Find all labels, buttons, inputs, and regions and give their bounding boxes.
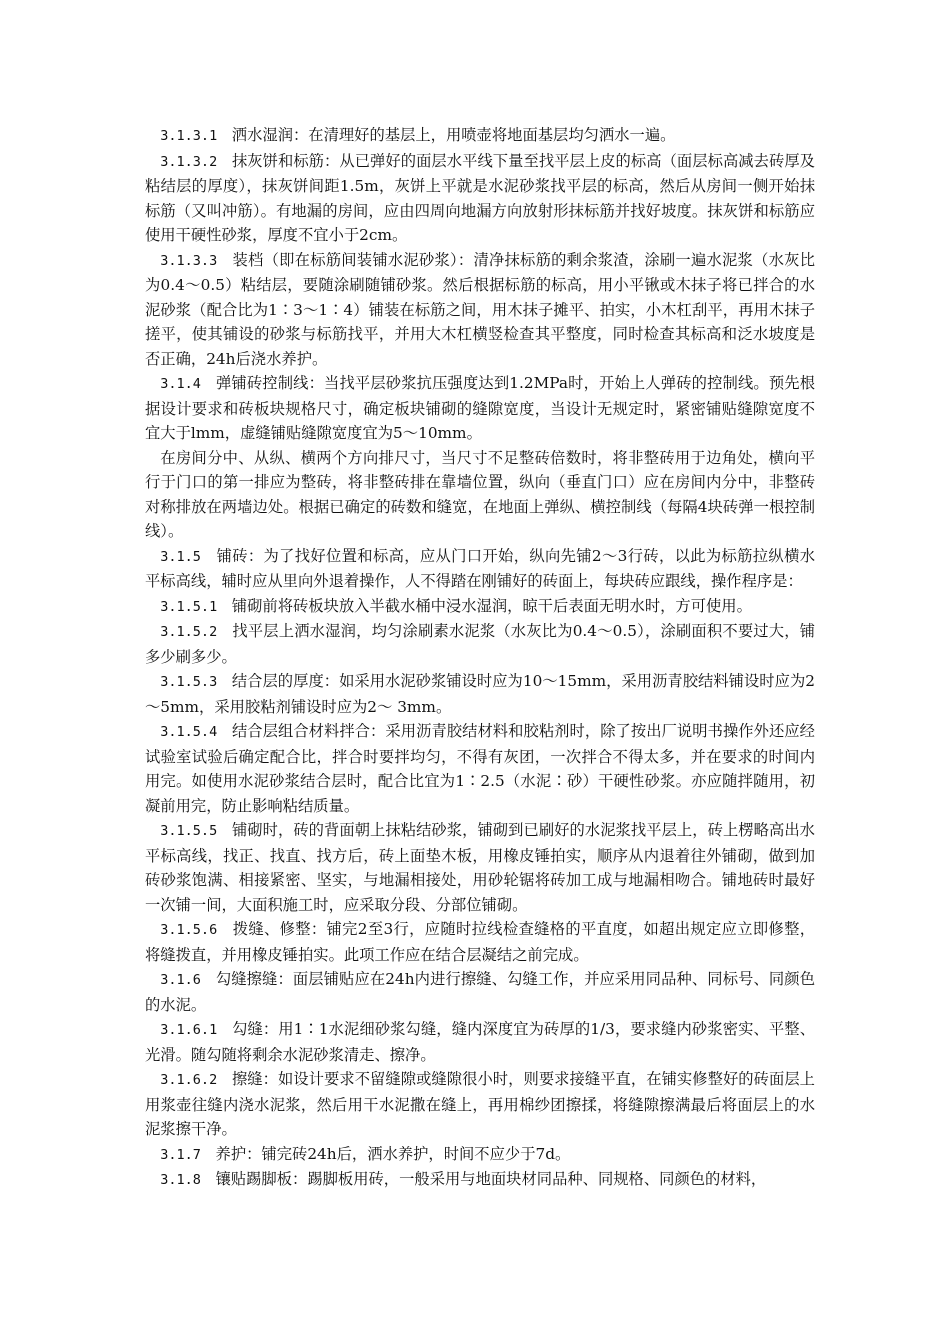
section-number: 3.1.5.1 — [160, 598, 218, 615]
paragraph-text: 养护：铺完砖24h后，洒水养护，时间不应少于7d。 — [215, 1144, 571, 1163]
paragraph-3-1-6 — [145, 967, 815, 1017]
paragraph-text: 在房间分中、从纵、横两个方向排尺寸，当尺寸不足整砖倍数时，将非整砖用于边角处，横向平行于门口的第一排应为整砖，将非整砖排在靠墙位置，纵向（垂直门口）应在房间内分中，非整砖对称排放在两墙边处。根据已确定的砖数和缝宽，在地面上弹纵、横控制线（每隔4块砖弹一根控制线）。 — [145, 448, 815, 540]
section-number: 3.1.8 — [160, 1172, 201, 1188]
paragraph-text: 洒水湿润：在清理好的基层上，用喷壶将地面基层均匀洒水一遍。 — [231, 126, 676, 144]
paragraph-text: 擦缝：如设计要求不留缝隙或缝隙很小时，则要求接缝平直，在铺实修整好的砖面层上用浆壶往缝内浇水泥浆，然后用干水泥撒在缝上，再用棉纱团擦揉，将缝隙擦满最后将面层上的水泥浆擦干净。 — [145, 1070, 815, 1138]
paragraph-3-1-3-2 — [145, 149, 815, 248]
paragraph-text: 弹铺砖控制线：当找平层砂浆抗压强度达到1.2MPa时，开始上人弹砖的控制线。预先根据设计要求和砖板块规格尺寸，确定板块铺砌的缝隙宽度，当设计无规定时，紧密铺贴缝隙宽度不宜大于lmm，虚缝铺贴缝隙宽度宜为5～10mm。 — [145, 374, 815, 442]
section-number: 3.1.6.1 — [160, 1022, 218, 1038]
section-number: 3.1.4 — [160, 376, 201, 392]
paragraph-3-1-8 — [145, 1167, 815, 1193]
paragraph-text: 结合层的厚度：如采用水泥砂浆铺设时应为10～15mm，采用沥青胶结料铺设时应为2～5mm，采用胶粘剂铺设时应为2～ 3mm。 — [145, 672, 815, 716]
document-page — [145, 123, 815, 1193]
section-number: 3.1.3.2 — [160, 153, 218, 170]
paragraph-text: 铺砌时，砖的背面朝上抹粘结砂浆，铺砌到已刷好的水泥浆找平层上，砖上楞略高出水平标高线，找正、找直、找方后，砖上面垫木板，用橡皮锤拍实，顺序从内退着往外铺砌，做到加砖砂浆饱满、相接紧密、坚实，与地漏相接处，用砂轮锯将砖加工成与地漏相吻合。铺地砖时最好一次铺一间，大面积施工时，应采取分段、分部位铺砌。 — [145, 821, 815, 914]
paragraph-layout-note — [145, 446, 815, 544]
paragraph-3-1-6-1 — [145, 1017, 815, 1067]
paragraph-text: 铺砌前将砖板块放入半截水桶中浸水湿润，晾干后表面无明水时，方可使用。 — [231, 596, 752, 615]
paragraph-3-1-5-5 — [145, 818, 815, 917]
paragraph-text: 结合层组合材料拌合：采用沥青胶结材料和胶粘剂时，除了按出厂说明书操作外还应经试验室试验后确定配合比，拌合时要拌均匀，不得有灰团，一次拌合不得太多，并在要求的时间内用完。如使用水泥砂浆结合层时，配合比宜为1∶2.5（水泥∶砂）干硬性砂浆。亦应随拌随用，初凝前用完，防止影响粘结质量。 — [145, 722, 815, 815]
paragraph-3-1-5-4 — [145, 719, 815, 818]
paragraph-text: 勾缝：用1∶1水泥细砂浆勾缝，缝内深度宜为砖厚的1/3，要求缝内砂浆密实、平整、光滑。随勾随将剩余水泥砂浆清走、擦净。 — [145, 1020, 815, 1064]
section-number: 3.1.5 — [160, 548, 201, 565]
paragraph-text: 抹灰饼和标筋：从已弹好的面层水平线下量至找平层上皮的标高（面层标高减去砖厚及粘结层的厚度），抹灰饼间距1.5m，灰饼上平就是水泥砂浆找平层的标高，然后从房间一侧开始抹标筋（又叫冲筋）。有地漏的房间，应由四周向地漏方向放射形抹标筋并找好坡度。抹灰饼和标筋应使用干硬性砂浆，厚度不宜小于2cm。 — [145, 151, 815, 244]
paragraph-3-1-3-3 — [145, 248, 815, 372]
section-number: 3.1.6.2 — [160, 1072, 218, 1088]
section-number: 3.1.6 — [160, 972, 201, 988]
paragraph-3-1-6-2 — [145, 1067, 815, 1142]
section-number: 3.1.3.3 — [160, 252, 218, 269]
section-number: 3.1.7 — [160, 1146, 201, 1163]
paragraph-3-1-5 — [145, 544, 815, 594]
section-number: 3.1.5.2 — [160, 624, 218, 640]
section-number: 3.1.5.4 — [160, 724, 218, 740]
paragraph-3-1-5-2 — [145, 619, 815, 669]
section-number: 3.1.5.5 — [160, 823, 218, 839]
paragraph-text: 铺砖：为了找好位置和标高，应从门口开始，纵向先铺2～3行砖，以此为标筋拉纵横水平标高线，辅时应从里向外退着操作，人不得踏在刚铺好的砖面上，每块砖应跟线，操作程序是： — [145, 546, 816, 590]
paragraph-text: 找平层上洒水湿润，均匀涂刷素水泥浆（水灰比为0.4～0.5），涂刷面积不要过大，铺多少刷多少。 — [145, 622, 815, 666]
section-number: 3.1.3.1 — [160, 128, 218, 144]
paragraph-3-1-5-1 — [145, 594, 815, 620]
paragraph-3-1-3-1 — [145, 123, 815, 149]
paragraph-text: 拨缝、修整：铺完2至3行，应随时拉线检查缝格的平直度，如超出规定应立即修整，将缝拨直，并用橡皮锤拍实。此项工作应在结合层凝结之前完成。 — [145, 920, 816, 964]
paragraph-text: 镶贴踢脚板：踢脚板用砖，一般采用与地面块材同品种、同规格、同颜色的材料， — [215, 1170, 767, 1188]
paragraph-text: 勾缝擦缝：面层铺贴应在24h内进行擦缝、勾缝工作，并应采用同品种、同标号、同颜色的水泥。 — [145, 970, 815, 1014]
paragraph-3-1-5-6 — [145, 917, 815, 967]
paragraph-3-1-5-3 — [145, 669, 815, 719]
section-number: 3.1.5.3 — [160, 674, 218, 690]
paragraph-3-1-4 — [145, 371, 815, 446]
paragraph-text: 装档（即在标筋间装铺水泥砂浆）：清净抹标筋的剩余浆渣，涂刷一遍水泥浆（水灰比为0.4～0.5）粘结层，要随涂刷随铺砂浆。然后根据标筋的标高，用小平锹或木抹子将已拌合的水泥砂浆（配合比为1∶3～1∶4）铺装在标筋之间，用木抹子摊平、拍实，小木杠刮平，再用木抹子搓平，使其铺设的砂浆与标筋找平，并用大木杠横竖检查其平整度，同时检查其标高和泛水坡度是否正确，24h后浇水养护。 — [145, 250, 815, 368]
paragraph-3-1-7 — [145, 1142, 815, 1168]
section-number: 3.1.5.6 — [160, 922, 218, 938]
